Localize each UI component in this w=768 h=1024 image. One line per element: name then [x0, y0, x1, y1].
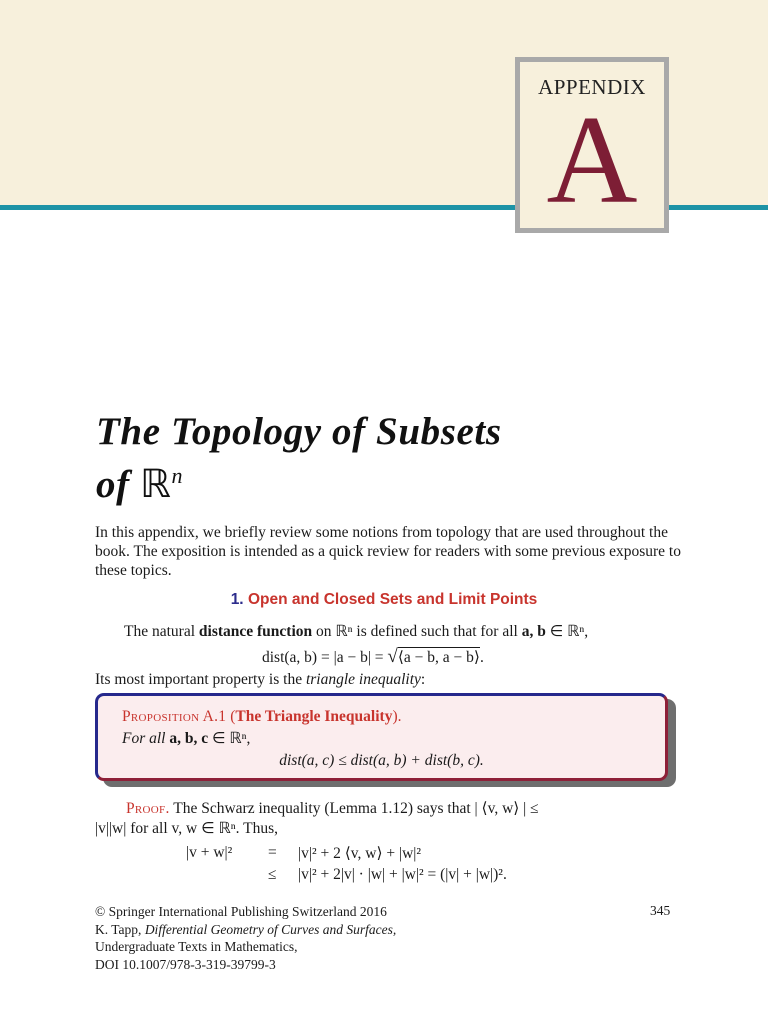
section-heading: [0, 591, 768, 609]
sqrt-argument: ⟨a − b, a − b⟩: [397, 649, 480, 666]
chapter-title: [96, 410, 502, 507]
footer-citation: [95, 903, 396, 973]
triangle-inequality-intro: Its most important property is the triangle inequality:: [95, 671, 426, 688]
doi-line: DOI 10.1007/978-3-319-39799-3: [95, 956, 276, 972]
section-title: Open and Closed Sets and Limit Points: [247, 591, 538, 608]
book-title: Differential Geometry of Curves and Surfaces,: [144, 921, 397, 937]
proof-eq-lhs: |v + w|²: [186, 844, 233, 861]
distance-equation: dist(a, b) = |a − b| = √⟨a − b, a − b⟩.: [262, 646, 484, 667]
title-symbol: ℝ: [140, 463, 172, 506]
appendix-badge: [515, 57, 669, 233]
proof-eq-rel-2: ≤: [268, 866, 277, 883]
appendix-letter: A: [546, 91, 638, 230]
proof-label: Proof.: [126, 800, 170, 817]
proposition-name: The Triangle Inequality: [235, 708, 393, 725]
proof-eq-rhs-2: |v|² + 2|v| · |w| + |w|² = (|v| + |w|)².: [298, 866, 507, 883]
title-line-2: of ℝ$^n$: [96, 463, 184, 506]
proposition-heading: Proposition A.1 (The Triangle Inequality).: [122, 708, 402, 725]
proposition-statement: For all a, b, c ∈ ℝⁿ,: [122, 730, 251, 747]
proof-line-1: Proof. The Schwarz inequality (Lemma 1.12) says that | ⟨v, w⟩ | ≤: [126, 800, 539, 817]
intro-paragraph: In this appendix, we briefly review some notions from topology that are used throughout the book. The exposition is intended as a quick review for readers with some previous exposure to these topics.: [95, 524, 681, 579]
appendix-word: APPENDIX: [538, 75, 646, 99]
proof-eq-rhs-1: |v|² + 2 ⟨v, w⟩ + |w|²: [298, 845, 422, 862]
proposition-box: [95, 693, 668, 781]
author-line: K. Tapp, Differential Geometry of Curves and Surfaces,: [95, 921, 397, 937]
proposition-label: Proposition A.1: [122, 708, 227, 725]
title-sup: n: [171, 463, 184, 488]
distance-definition: The natural distance function on ℝⁿ is defined such that for all a, b ∈ ℝⁿ,: [124, 623, 589, 640]
series-line: Undergraduate Texts in Mathematics,: [95, 939, 298, 954]
title-line-1: The Topology of Subsets: [96, 410, 502, 453]
proposition-equation: dist(a, c) ≤ dist(a, b) + dist(b, c).: [279, 752, 484, 769]
proof-line-2: |v||w| for all v, w ∈ ℝⁿ. Thus,: [95, 820, 278, 837]
page-number: 345: [650, 903, 671, 918]
section-number: 1.: [230, 591, 244, 608]
proof-eq-rel-1: =: [268, 844, 277, 861]
copyright-line: © Springer International Publishing Switzerland 2016: [95, 904, 387, 919]
distance-function-term: distance function: [198, 623, 313, 640]
